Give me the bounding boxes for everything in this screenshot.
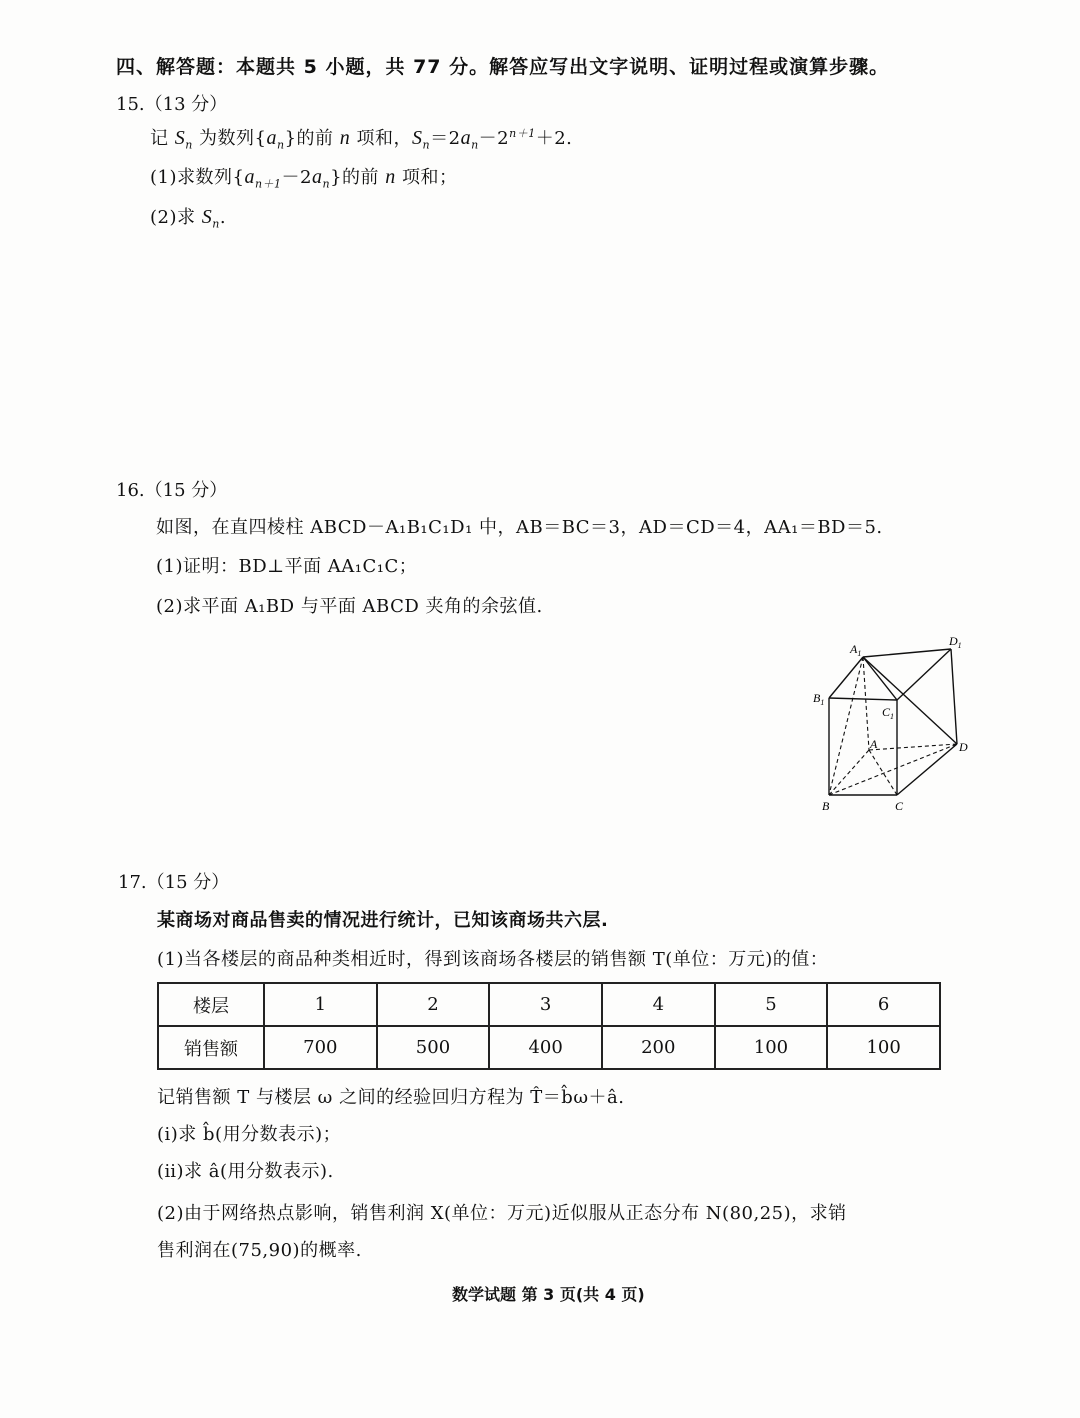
table-cell: 100 [827, 1026, 940, 1069]
q16-heading: 16.（15 分） [116, 480, 228, 501]
label-d1: $D_1$ [949, 634, 962, 650]
table-header-floor: 楼层 [158, 983, 264, 1026]
sales-table [157, 982, 941, 1070]
q15-heading: 15.（13 分） [116, 94, 228, 115]
label-d: D [959, 740, 968, 754]
q16-part-1: (1)证明：BD⊥平面 AA₁C₁C； [156, 556, 418, 577]
q16-line-1: 如图，在直四棱柱 ABCD－A₁B₁C₁D₁ 中，AB＝BC＝3，AD＝CD＝4，AA₁＝BD＝5. [156, 517, 883, 538]
q15-line-1: 记 $S_n$ 为数列$\{a_n\}$的前 n 项和，$S_n=2a_n-2^{n+1}+2$. [150, 127, 573, 152]
q17-regression-line: 记销售额 T 与楼层 ω 之间的经验回归方程为 T̂＝b̂ω＋â. [157, 1087, 625, 1108]
table-row [158, 983, 940, 1026]
q17-line-1: 某商场对商品售卖的情况进行统计，已知该商场共六层. [157, 910, 609, 931]
label-b1: $B_1$ [813, 691, 825, 707]
table-cell: 6 [827, 983, 940, 1026]
label-a1: $A_1$ [850, 642, 862, 658]
table-cell: 1 [264, 983, 377, 1026]
table-cell: 3 [489, 983, 602, 1026]
table-cell: 5 [715, 983, 828, 1026]
page-footer: 数学试题 第 3 页(共 4 页) [452, 1285, 645, 1304]
table-cell: 4 [602, 983, 715, 1026]
label-b: B [822, 799, 830, 813]
q17-part-2: (2)由于网络热点影响，销售利润 X(单位：万元)近似服从正态分布 N(80,25)，求销 [157, 1203, 847, 1224]
section-title: 四、解答题：本题共 5 小题，共 77 分。解答应写出文字说明、证明过程或演算步骤。 [116, 56, 890, 78]
table-cell: 700 [264, 1026, 377, 1069]
table-cell: 400 [489, 1026, 602, 1069]
table-cell: 200 [602, 1026, 715, 1069]
table-cell: 100 [715, 1026, 828, 1069]
table-header-sales: 销售额 [158, 1026, 264, 1069]
table-cell: 2 [377, 983, 490, 1026]
q17-part-2-cont: 售利润在(75,90)的概率. [157, 1240, 362, 1261]
table-row [158, 1026, 940, 1069]
q16-part-2: (2)求平面 A₁BD 与平面 ABCD 夹角的余弦值. [156, 596, 543, 617]
table-cell: 500 [377, 1026, 490, 1069]
q17-heading: 17.（15 分） [118, 872, 230, 893]
label-a: A [870, 737, 878, 751]
label-c: C [895, 799, 904, 813]
q17-part-1-ii: (ⅱ)求 â(用分数表示). [157, 1161, 334, 1182]
q17-part-1: (1)当各楼层的商品种类相近时，得到该商场各楼层的销售额 T(单位：万元)的值： [157, 949, 829, 970]
prism-figure [805, 632, 980, 822]
q15-part-1: (1)求数列$\{a_{n+1}-2a_n\}$的前 n 项和； [150, 166, 458, 191]
q17-part-1-i: (ⅰ)求 b̂(用分数表示)； [157, 1124, 342, 1145]
label-c1: $C_1$ [882, 705, 895, 721]
q15-part-2: (2)求 $S_n$. [150, 206, 227, 231]
